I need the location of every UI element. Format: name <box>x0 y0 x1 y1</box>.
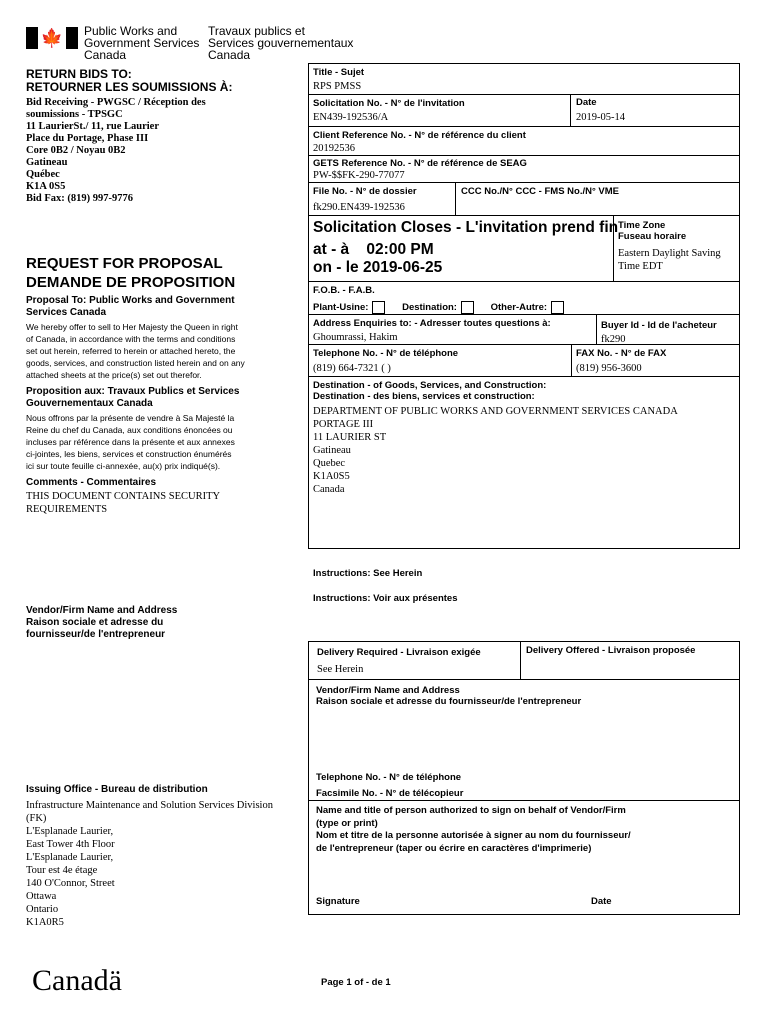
delivery-required-label: Delivery Required - Livraison exigée <box>317 647 481 658</box>
delivery-offered-label: Delivery Offered - Livraison proposée <box>526 645 696 656</box>
destination-checkbox[interactable] <box>461 301 474 314</box>
closing-date-value: 2019-06-25 <box>362 259 443 276</box>
address-enquiries-label: Address Enquiries to: - Adresser toutes questions à: <box>313 318 551 329</box>
other-checkbox[interactable] <box>551 301 564 314</box>
vendor-address-label-left: Vendor/Firm Name and Address Raison sociale et adresse du fournisseur/de l'entrepreneur <box>26 605 178 640</box>
destination-goods-label: Destination - of Goods, Services, and Construction: Destination - des biens, services et construction: <box>313 380 547 402</box>
offer-text-en: We hereby offer to sell to Her Majesty the Queen in right of Canada, in accordance with the terms and conditions set out herein, referred to herein or attached hereto, the goods, services, and construction listed herein and on any attached sheets at the price(s) set out therefor. <box>26 322 245 380</box>
file-no-label: File No. - N° de dossier <box>313 186 417 197</box>
client-ref-label: Client Reference No. - N° de référence du client <box>313 130 526 141</box>
offer-text-fr: Nous offrons par la présente de vendre à Sa Majesté la Reine du chef du Canada, aux conditions énoncées ou incluses par référence dans la présente et aux annexes ci-jointes, les biens, services et construction énumérés ici sur toute feuille ci-annexée, au(x) prix indiqué(s). <box>26 413 235 471</box>
telephone-value: (819) 664-7321 ( ) <box>313 363 391 374</box>
date-label: Date <box>576 97 597 108</box>
return-bids-address: Bid Receiving - PWGSC / Réception des soumissions - TPSGC 11 LaurierSt./ 11, rue Laurier Place du Portage, Phase III Core 0B2 / Noyau 0B2 Gatineau Québec K1A 0S5 Bid Fax: (819) 997-9776 <box>26 97 206 204</box>
gets-ref-label: GETS Reference No. - N° de référence de SEAG <box>313 158 527 169</box>
time-zone-value: Eastern Daylight Saving Time EDT <box>618 248 721 272</box>
fob-label: F.O.B. - F.A.B. <box>313 285 375 296</box>
file-no-value: fk290.EN439-192536 <box>313 202 405 213</box>
ccc-label: CCC No./N° CCC - FMS No./N° VME <box>461 186 620 197</box>
signature-date-label: Date <box>591 896 612 907</box>
destination-label: Destination: <box>402 302 457 314</box>
comments-label: Comments - Commentaires <box>26 477 157 488</box>
solicitation-label: Solicitation No. - N° de l'invitation <box>313 98 465 109</box>
time-zone-label: Time Zone Fuseau horaire <box>618 220 687 242</box>
on-label: on - le <box>313 259 359 276</box>
issuing-office-address: Infrastructure Maintenance and Solution Services Division (FK) L'Esplanade Laurier, East Tower 4th Floor L'Esplanade Laurier, Tour est 4e étage 140 O'Connor, Street Ottawa Ontario K1A0R5 <box>26 800 273 928</box>
closing-time <box>313 241 434 259</box>
destination-address: DEPARTMENT OF PUBLIC WORKS AND GOVERNMENT SERVICES CANADA PORTAGE III 11 LAURIER ST Gatineau Quebec K1A0S5 Canada <box>313 406 678 495</box>
proposal-to-fr: Proposition aux: Travaux Publics et Services Gouvernementaux Canada <box>26 386 240 409</box>
proposal-to-en: Proposal To: Public Works and Government Services Canada <box>26 295 235 318</box>
vendor-address-label: Vendor/Firm Name and Address Raison sociale et adresse du fournisseur/de l'entrepreneur <box>316 685 582 707</box>
address-enquiries-value: Ghoumrassi, Hakim <box>313 332 398 343</box>
title-label: Title - Sujet <box>313 67 365 78</box>
fax-value: (819) 956-3600 <box>576 363 642 374</box>
department-name-en: Public Works and Government Services Canada <box>84 24 200 62</box>
solicitation-value: EN439-192536/A <box>313 112 389 123</box>
buyer-id-label: Buyer Id - Id de l'acheteur <box>601 320 717 331</box>
page-number: Page 1 of - de 1 <box>321 977 391 988</box>
instructions-fr: Instructions: Voir aux présentes <box>313 593 458 604</box>
delivery-required-value: See Herein <box>317 664 364 675</box>
return-bids-heading: RETURN BIDS TO: RETOURNER LES SOUMISSIONS À: <box>26 67 233 94</box>
plant-checkbox[interactable] <box>372 301 385 314</box>
fob-options <box>313 301 564 314</box>
gets-ref-value: PW-$$FK-290-77077 <box>313 170 405 181</box>
canada-flag-icon: 🍁 <box>26 27 78 49</box>
vendor-telephone-label: Telephone No. - N° de téléphone <box>316 772 462 783</box>
closing-time-value: 02:00 PM <box>366 241 434 258</box>
closing-date <box>313 259 442 277</box>
at-label: at - à <box>313 241 350 258</box>
fax-label: FAX No. - N° de FAX <box>576 348 667 359</box>
rfp-title: REQUEST FOR PROPOSAL DEMANDE DE PROPOSITION <box>26 255 236 291</box>
comments-text: THIS DOCUMENT CONTAINS SECURITY REQUIREMENTS <box>26 491 221 515</box>
plant-label: Plant-Usine: <box>313 302 369 314</box>
other-label: Other-Autre: <box>490 302 548 314</box>
issuing-office-label: Issuing Office - Bureau de distribution <box>26 784 208 795</box>
signature-label: Signature <box>316 896 360 907</box>
title-value: RPS PMSS <box>313 81 362 92</box>
telephone-label: Telephone No. - N° de téléphone <box>313 348 459 359</box>
vendor-facsimile-label: Facsimile No. - N° de télécopieur <box>316 788 464 799</box>
instructions-en: Instructions: See Herein <box>313 568 423 579</box>
solicitation-closes-title: Solicitation Closes - L'invitation prend fin <box>313 219 619 236</box>
date-value: 2019-05-14 <box>576 112 625 123</box>
department-name-fr: Travaux publics et Services gouvernementaux Canada <box>208 24 354 62</box>
client-ref-value: 20192536 <box>313 143 355 154</box>
canada-wordmark: Canadä <box>32 964 122 997</box>
authorized-signer-label: Name and title of person authorized to sign on behalf of Vendor/Firm (type or print) Nom et titre de la personne autorisée à signer au nom du fournisseur/ de l'entrepreneur (taper ou écrire en caractères d'imprimerie) <box>316 805 631 854</box>
buyer-id-value: fk290 <box>601 334 626 344</box>
